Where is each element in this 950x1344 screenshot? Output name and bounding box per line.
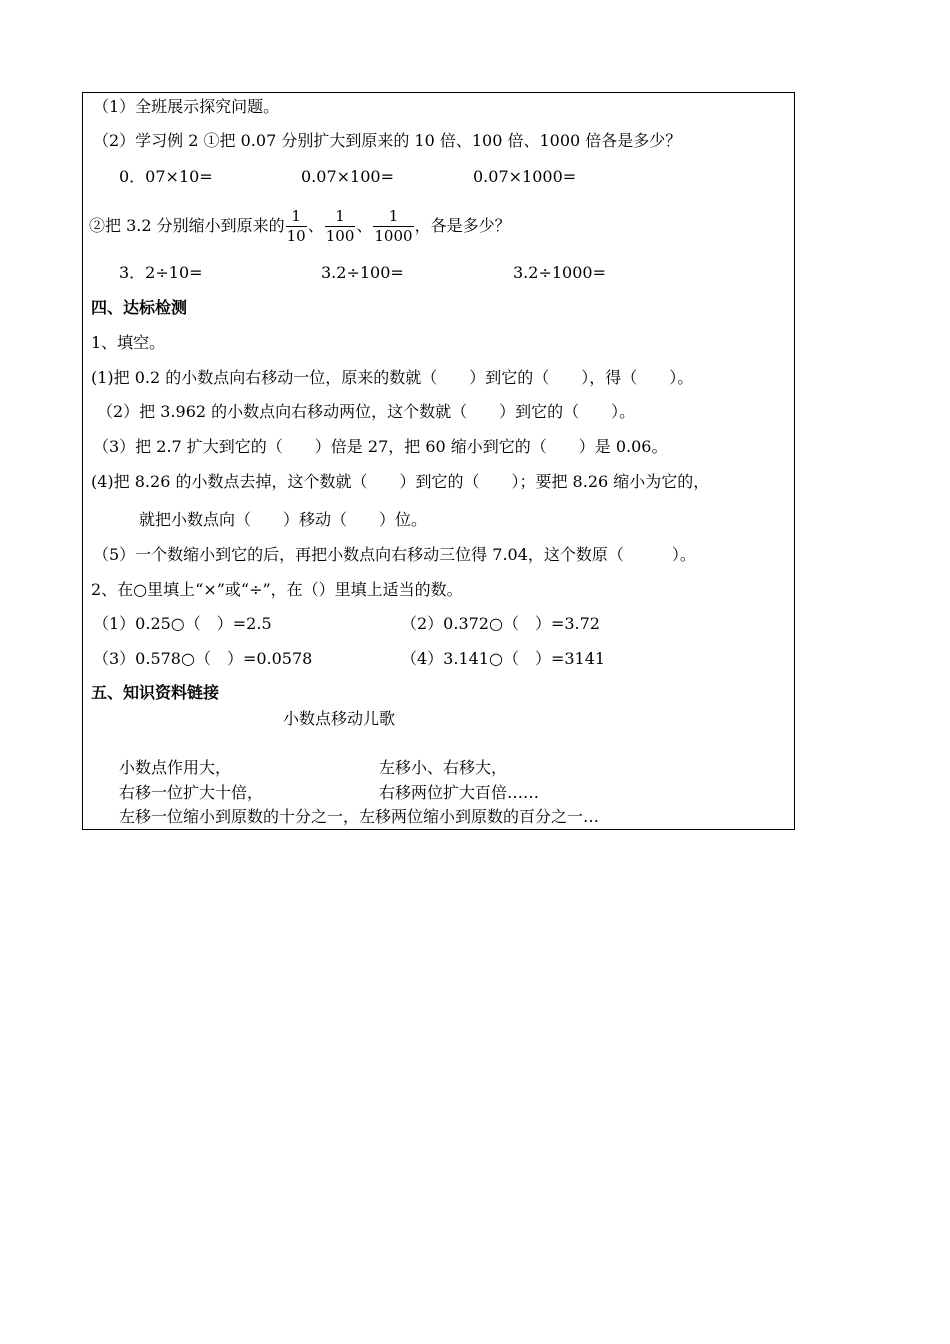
explore-item-2: （2）学习例 2 ①把 0.07 分别扩大到原来的 10 倍、100 倍、1000 倍各是多少？ — [93, 131, 682, 150]
q1-title: 1、填空。 — [91, 333, 166, 352]
q1-item-4: (4)把 8.26 的小数点去掉，这个数就（ ）到它的（ ）；要把 8.26 缩小为它的， — [91, 472, 710, 491]
q2-title: 2、在○里填上“×”或“÷”，在（）里填上适当的数。 — [91, 580, 463, 599]
poem-line-5: 左移一位缩小到原数的十分之一，左移两位缩小到原数的百分之一… — [119, 807, 600, 826]
calc-1-c: 0.07×1000= — [473, 167, 577, 186]
q2-item-4: （4）3.141○（ ）=3141 — [401, 649, 606, 668]
sep-2: 、 — [356, 216, 373, 235]
section-heading-test: 四、达标检测 — [91, 298, 188, 317]
q1-item-3: （3）把 2.7 扩大到它的（ ）倍是 27，把 60 缩小到它的（ ）是 0.06。 — [93, 437, 668, 456]
poem-line-3: 右移一位扩大十倍， — [119, 783, 264, 802]
section-heading-link: 五、知识资料链接 — [91, 683, 220, 702]
calc-1-b: 0.07×100= — [301, 167, 394, 186]
calc-2-c: 3.2÷1000= — [513, 263, 606, 282]
item3-suffix: ，各是多少？ — [414, 216, 511, 235]
q2-item-2: （2）0.372○（ ）=3.72 — [401, 614, 600, 633]
poem-line-2: 左移小、右移大， — [379, 758, 508, 777]
poem-title: 小数点移动儿歌 — [283, 709, 396, 728]
calc-2-a: 3．2÷10= — [119, 263, 203, 282]
explore-item-1: （1）全班展示探究问题。 — [93, 97, 280, 116]
calc-2-b: 3.2÷100= — [321, 263, 404, 282]
calc-1-a: 0．07×10= — [119, 167, 213, 186]
q1-item-2: （2）把 3.962 的小数点向右移动两位，这个数就（ ）到它的（ ）。 — [97, 402, 636, 421]
fraction-1-10: $\frac{1}{10}$ — [286, 207, 306, 245]
q2-item-3: （3）0.578○（ ）=0.0578 — [93, 649, 313, 668]
sep-1: 、 — [307, 216, 324, 235]
q2-item-1: （1）0.25○（ ）=2.5 — [93, 614, 272, 633]
q1-item-1: (1)把 0.2 的小数点向右移动一位，原来的数就（ ）到它的（ ），得（ ）。 — [91, 368, 694, 387]
poem-line-1: 小数点作用大， — [119, 758, 232, 777]
explore-item-3 — [89, 207, 511, 247]
q1-item-5: （5）一个数缩小到它的后，再把小数点向右移动三位得 7.04，这个数原（ ）。 — [93, 545, 696, 564]
poem-line-4: 右移两位扩大百倍…… — [379, 783, 540, 802]
content-box — [82, 92, 795, 830]
q1-item-4-cont: 就把小数点向（ ）移动（ ）位。 — [139, 510, 428, 529]
fraction-1-100: $\frac{1}{100}$ — [325, 207, 355, 245]
fraction-1-1000: $\frac{1}{1000}$ — [374, 207, 413, 245]
item3-prefix: ②把 3.2 分别缩小到原来的 — [89, 216, 285, 235]
